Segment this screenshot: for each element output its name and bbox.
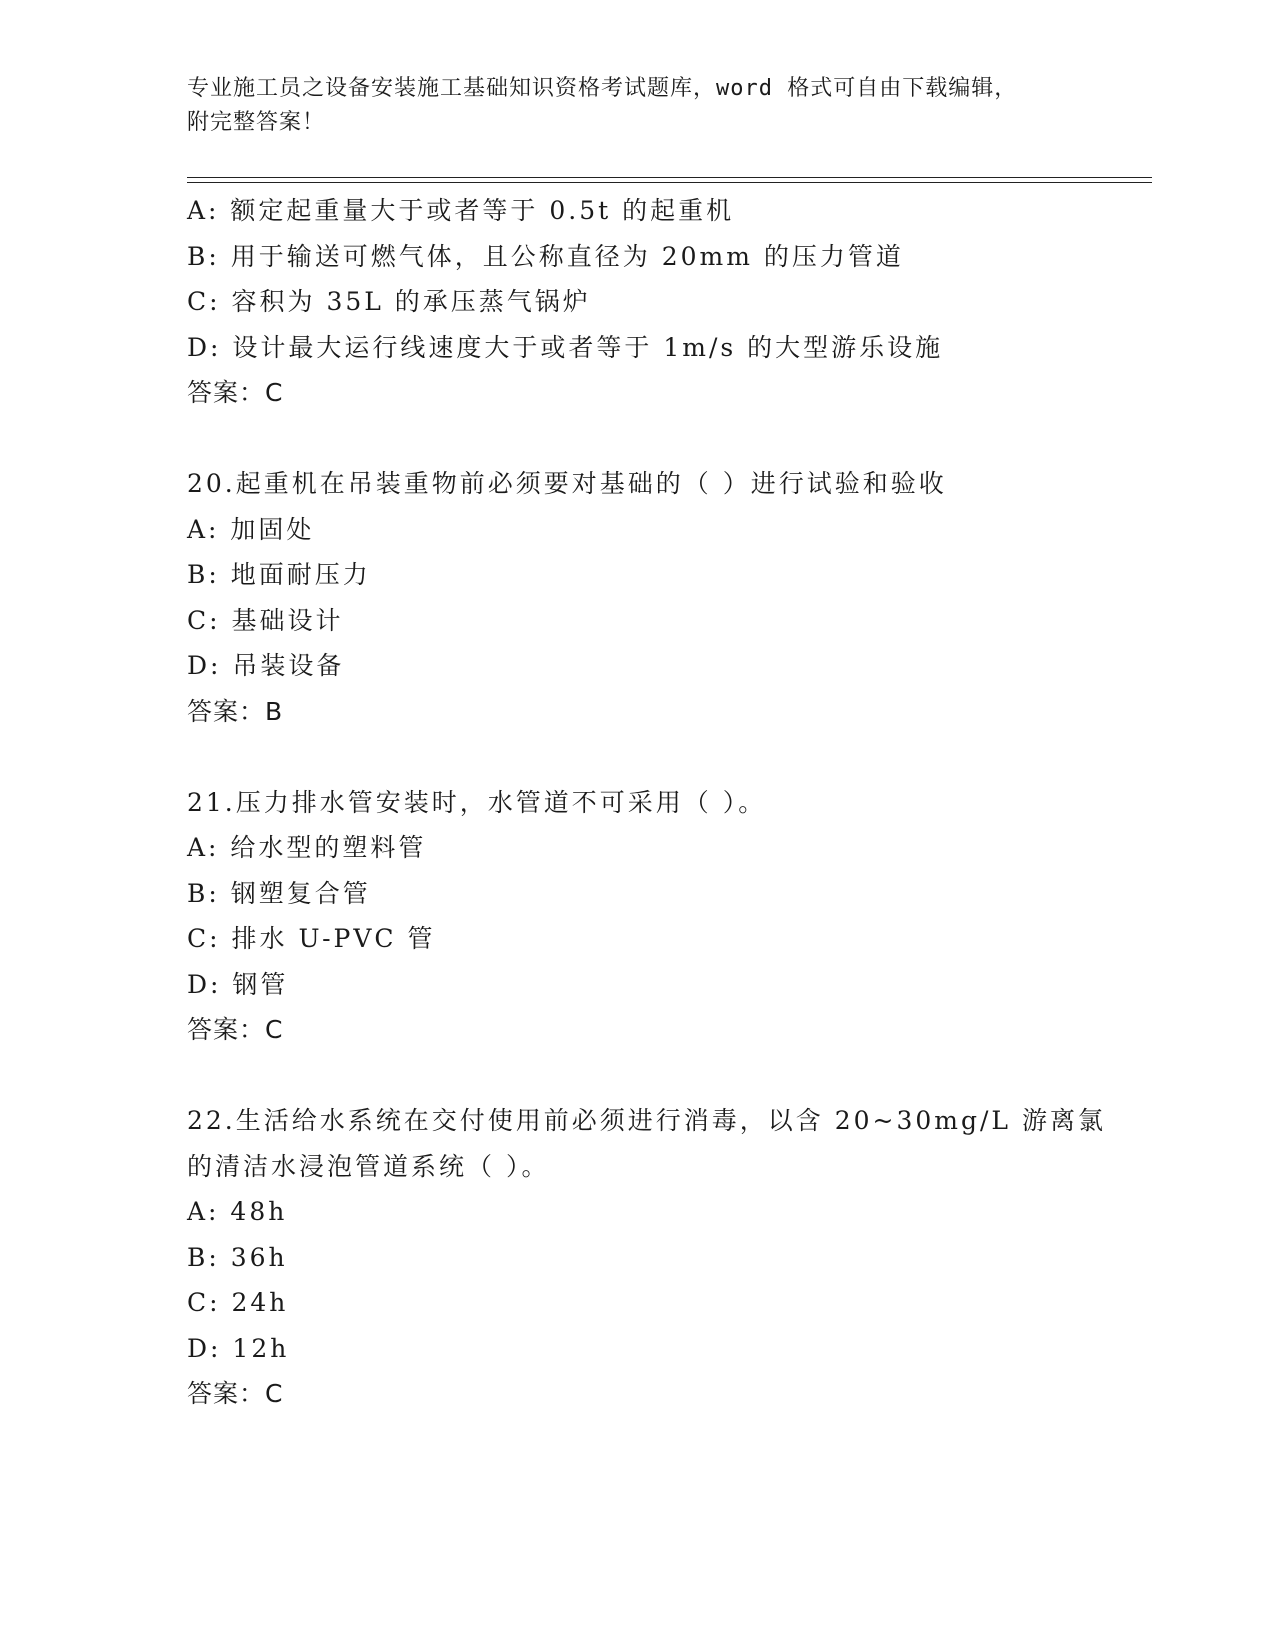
question-21 [187,780,1087,1053]
option-a: A: 给水型的塑料管 [187,833,427,862]
option-c: C: 基础设计 [187,605,344,635]
spacer [187,1053,1087,1099]
spacer [187,734,1087,780]
option-b: B: 用于输送可燃气体，且公称直径为 20mm 的压力管道 [187,241,904,271]
question-stem-line-1: 22.生活给水系统在交付使用前必须进行消毒，以含 20~30mg/L 游离氯 [187,1106,1106,1135]
answer: 答案：C [187,1015,284,1044]
option-a: A: 48h [187,1197,288,1226]
answer: 答案：B [187,696,284,726]
document-header [187,72,1067,140]
answer: 答案：C [187,1379,284,1408]
option-b: B: 地面耐压力 [187,560,371,589]
question-stem-line-2: 的清洁水浸泡管道系统（ ）。 [187,1151,550,1181]
option-d: D: 12h [187,1333,290,1363]
option-a: A: 额定起重量大于或者等于 0.5t 的起重机 [187,196,735,225]
answer: 答案：C [187,378,284,407]
question-19 [187,188,1087,416]
option-b: B: 36h [187,1242,288,1272]
spacer [187,416,1087,462]
option-d: D: 钢管 [187,969,289,999]
option-c: C: 排水 U-PVC 管 [187,924,436,953]
option-a: A: 加固处 [187,514,315,544]
option-c: C: 容积为 35L 的承压蒸气锅炉 [187,287,591,316]
header-divider-top [187,177,1152,178]
header-divider-bottom [187,182,1152,183]
question-20 [187,461,1087,734]
question-stem: 21.压力排水管安装时，水管道不可采用（ ）。 [187,787,767,817]
header-line-2: 附完整答案！ [187,110,326,135]
option-c: C: 24h [187,1288,289,1317]
question-22 [187,1098,1106,1417]
option-d: D: 设计最大运行线速度大于或者等于 1m/s 的大型游乐设施 [187,332,944,362]
question-list [187,188,1106,1417]
option-b: B: 钢塑复合管 [187,878,371,908]
question-stem: 20.起重机在吊装重物前必须要对基础的（ ）进行试验和验收 [187,469,947,498]
option-d: D: 吊装设备 [187,651,345,680]
header-line-1: 专业施工员之设备安装施工基础知识资格考试题库，word 格式可自由下载编辑， [187,76,1018,101]
